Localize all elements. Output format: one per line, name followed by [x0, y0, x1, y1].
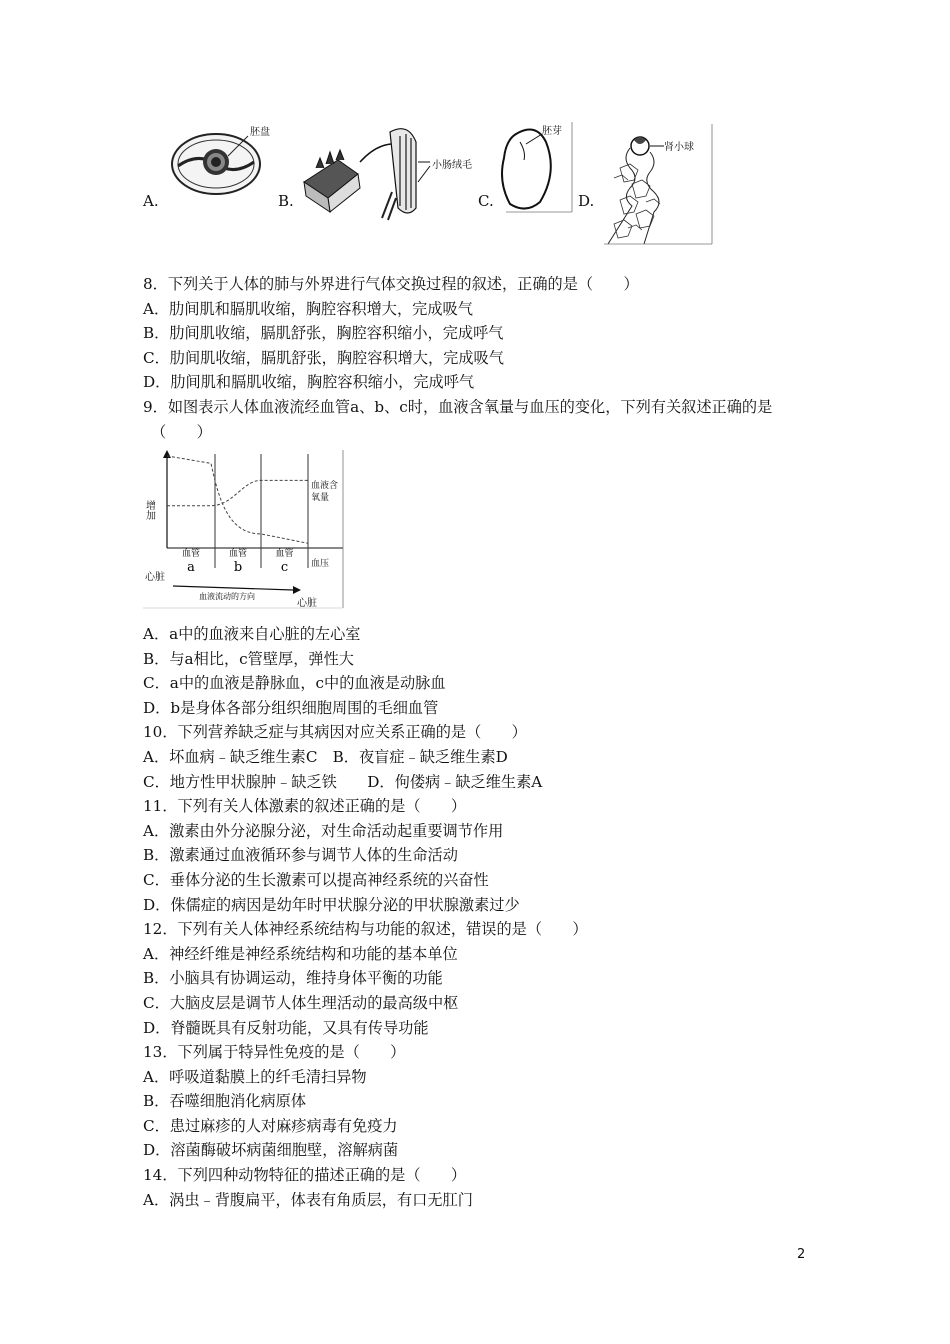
text-line: 8．下列关于人体的肺与外界进行气体交换过程的叙述，正确的是（ ） — [143, 275, 639, 293]
text-line: C．大脑皮层是调节人体生理活动的最高级中枢 — [143, 993, 459, 1012]
text-line: B．激素通过血液循环参与调节人体的生命活动 — [143, 846, 458, 865]
segment-label: 血管 — [275, 549, 294, 559]
segment-label: 血管 — [228, 549, 248, 559]
blood-pressure-line — [167, 456, 308, 543]
page-number: 2 — [797, 1247, 806, 1262]
text-line: D．脊髓既具有反射功能，又具有传导功能 — [143, 1018, 429, 1037]
text-line: C．地方性甲状腺肿﹣缺乏铁 D．佝偻病﹣缺乏维生素A — [143, 772, 543, 791]
oxygen-series-label: 血液含氧量 — [311, 481, 339, 503]
q9-chart-svg — [143, 448, 348, 610]
q7-option-figures — [140, 118, 740, 253]
text-line: B．与a相比，c管壁厚，弹性大 — [143, 649, 354, 668]
text-line: D．侏儒症的病因是幼年时甲状腺分泌的甲状腺激素过少 — [143, 895, 520, 914]
text-line: A．神经纤维是神经系统结构和功能的基本单位 — [143, 944, 458, 963]
text-line: 12．下列有关人体神经系统结构与功能的叙述，错误的是（ ） — [143, 920, 588, 939]
text-line: C．a中的血液是静脉血，c中的血液是动脉血 — [143, 674, 446, 693]
segment-label: 血管 — [181, 549, 201, 559]
text-line: A．涡虫﹣背腹扁平，体表有角质层，有口无肛门 — [143, 1190, 473, 1209]
segment-letter: b — [233, 560, 243, 575]
egg-label: 胚盘 — [250, 127, 270, 138]
text-line: 13．下列属于特异性免疫的是（ ） — [143, 1043, 406, 1062]
oxygen-content-line — [167, 480, 308, 505]
segment-letter: a — [187, 560, 195, 575]
flow-arrow-line — [173, 586, 293, 590]
flow-direction-label: 血液流动的方向 — [199, 592, 255, 601]
option-a-letter: A. — [143, 192, 159, 210]
text-line: D．溶菌酶破坏病菌细胞壁，溶解病菌 — [143, 1141, 399, 1160]
left-heart-label: 心脏 — [145, 572, 165, 583]
text-line: A．呼吸道黏膜上的纤毛清扫异物 — [143, 1067, 367, 1086]
text-line: 14．下列四种动物特征的描述正确的是（ ） — [143, 1166, 467, 1185]
egg-structure-image — [168, 122, 280, 200]
seed-structure-image — [496, 122, 576, 222]
intestine-villi-image — [298, 122, 478, 222]
text-line: （ ） — [151, 422, 212, 441]
text-line: 9．如图表示人体血液流经血管a、b、c时，血液含氧量与血压的变化，下列有关叙述正确的是 — [143, 397, 773, 416]
segment-letter: c — [280, 560, 289, 575]
q9-blood-vessel-chart — [143, 448, 348, 610]
chart-marks — [167, 454, 338, 575]
text-line: B．吞噬细胞消化病原体 — [143, 1092, 307, 1111]
right-heart-label: 心脏 — [297, 598, 317, 609]
option-d-letter: D. — [578, 192, 595, 210]
text-line: 10．下列营养缺乏症与其病因对应关系正确的是（ ） — [143, 723, 527, 742]
text-line: D．肋间肌和膈肌收缩，胸腔容积缩小，完成呼气 — [143, 373, 475, 392]
questions-block-1 — [143, 272, 843, 444]
text-line: B．小脑具有协调运动，维持身体平衡的功能 — [143, 969, 443, 988]
option-c-letter: C. — [478, 192, 494, 210]
text-line: C．患过麻疹的人对麻疹病毒有免疫力 — [143, 1116, 398, 1135]
text-line: D．b是身体各部分组织细胞周围的毛细血管 — [143, 698, 439, 717]
questions-block-2 — [143, 622, 843, 1212]
seed-label: 胚芽 — [542, 126, 562, 137]
nephron-label: 肾小球 — [664, 142, 694, 153]
villi-label: 小肠绒毛 — [432, 160, 472, 171]
nephron-image — [600, 118, 720, 248]
text-line: A．激素由外分泌腺分泌，对生命活动起重要调节作用 — [143, 821, 504, 840]
text-line: A．肋间肌和膈肌收缩，胸腔容积增大，完成吸气 — [143, 299, 473, 318]
pressure-series-label: 血压 — [311, 559, 330, 569]
y-axis-label: 增加 — [143, 500, 155, 520]
text-line: C．肋间肌收缩，膈肌舒张，胸腔容积增大，完成吸气 — [143, 348, 504, 367]
text-line: A．a中的血液来自心脏的左心室 — [143, 625, 361, 643]
flow-arrow-head — [293, 586, 301, 594]
text-line: B．肋间肌收缩，膈肌舒张，胸腔容积缩小，完成呼气 — [143, 324, 504, 343]
text-line: C．垂体分泌的生长激素可以提高神经系统的兴奋性 — [143, 870, 489, 889]
text-line: A．坏血病﹣缺乏维生素C B．夜盲症﹣缺乏维生素D — [143, 747, 508, 766]
text-line: 11．下列有关人体激素的叙述正确的是（ ） — [143, 797, 467, 816]
option-b-letter: B. — [278, 192, 294, 210]
